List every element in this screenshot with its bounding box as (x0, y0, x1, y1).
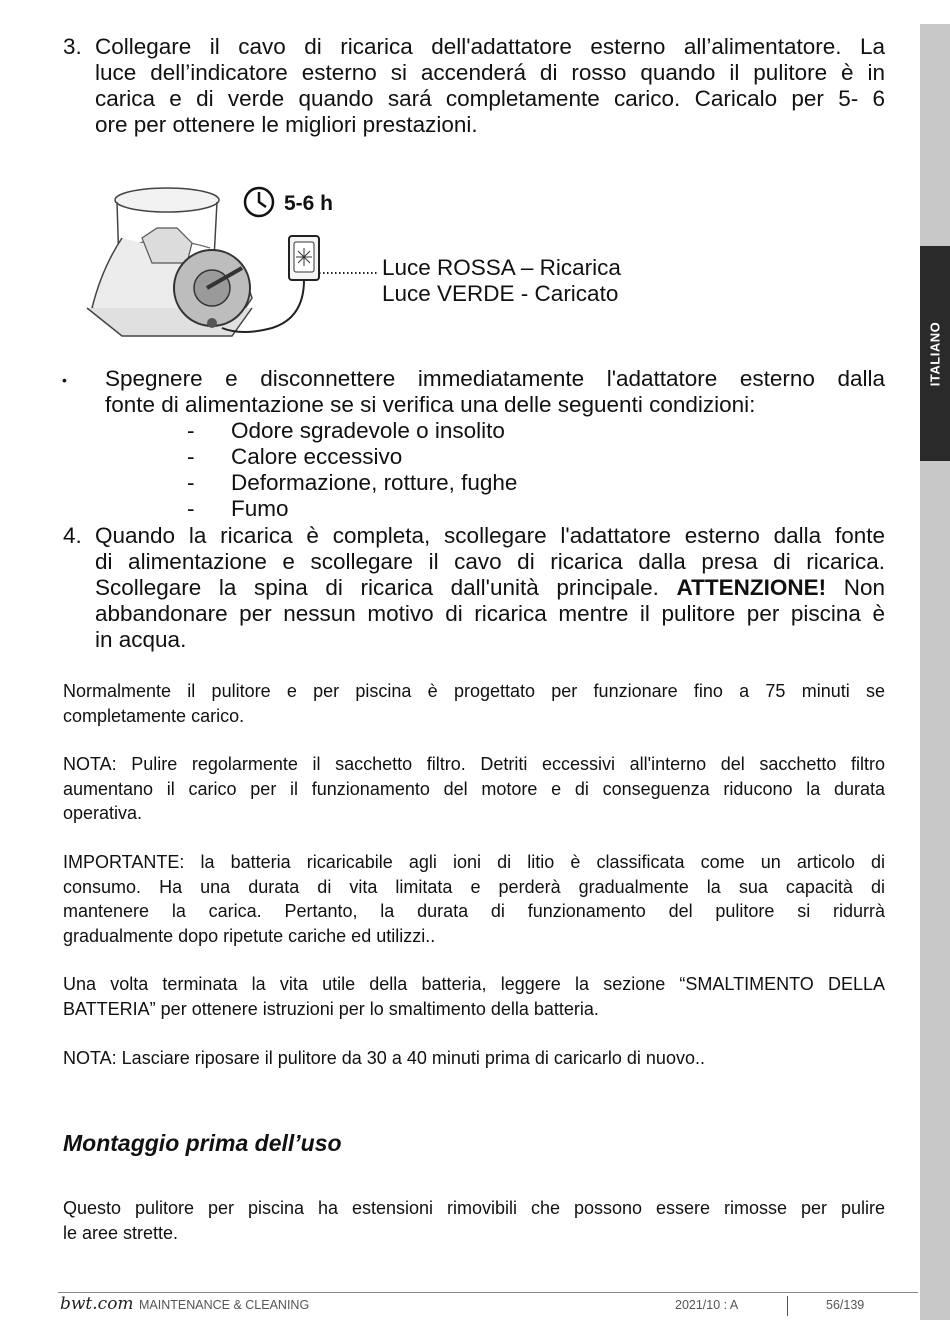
step-3-number: 3. (63, 34, 82, 59)
bullet-line: Spegnere e disconnettere immediatamente l'adattatore esterno dalla (105, 366, 885, 391)
paragraph-line: Questo pulitore per piscina ha estensioni rimovibili che possono essere rimosse per pulire (63, 1198, 885, 1218)
condition-item: Deformazione, rotture, fughe (231, 470, 518, 495)
paragraph-line: IMPORTANTE: la batteria ricaricabile agli ioni di litio è classificata come un articolo di (63, 852, 885, 872)
footer-section-name: MAINTENANCE & CLEANING (139, 1298, 310, 1312)
condition-item: Calore eccessivo (231, 444, 403, 469)
footer-separator (787, 1296, 788, 1316)
language-tab-label: ITALIANO (927, 321, 943, 386)
note-filter-paragraph (63, 752, 885, 826)
step-4-number: 4. (63, 523, 82, 548)
condition-dash: - (187, 418, 195, 443)
page-sidebar-strip (920, 24, 950, 1320)
runtime-paragraph (63, 679, 885, 728)
bullet-symbol: • (62, 372, 67, 388)
paragraph-line: Una volta terminata la vita utile della batteria, leggere la sezione “SMALTIMENTO DELLA (63, 974, 885, 994)
paragraph-line: completamente carico. (63, 705, 245, 726)
footer-revision: 2021/10 : A (675, 1298, 739, 1312)
important-paragraph (63, 850, 885, 948)
paragraph-line: mantenere la carica. Pertanto, la durata di funzionamento del pulitore si ridurrà (63, 901, 885, 921)
footer-page-number: 56/139 (826, 1298, 865, 1312)
condition-dash: - (187, 470, 195, 495)
light-red-label: Luce ROSSA – Ricarica (382, 255, 621, 280)
footer-divider (58, 1292, 918, 1293)
condition-item: Odore sgradevole o insolito (231, 418, 505, 443)
step-3-line: luce dell’indicatore esterno si accenderá di rosso quando il pulitore è in (95, 60, 885, 85)
step-4-line: di alimentazione e scollegare il cavo di ricarica dalla presa di ricarica. (95, 549, 885, 574)
paragraph-line: aumentano il carico per il funzionamento del motore e di conseguenza riducono la durata (63, 778, 885, 799)
brand-logo: bwt.com (60, 1294, 134, 1314)
step-4-line: abbandonare per nessun motivo di ricarica mentre il pulitore per piscina è (95, 601, 885, 626)
step-3-text (95, 34, 885, 138)
step-3-line: Collegare il cavo di ricarica dell'adattatore esterno all’alimentatore. La (95, 34, 885, 59)
light-green-label: Luce VERDE - Caricato (382, 281, 619, 306)
section-heading: Montaggio prima dell’uso (63, 1130, 342, 1156)
pool-cleaner-charging-drawing (82, 178, 378, 348)
step-4-line (95, 575, 885, 601)
charge-time-label: 5-6 h (284, 192, 334, 215)
section-paragraph (63, 1196, 885, 1245)
paragraph-line: gradualmente dopo ripetute cariche ed utilizzi.. (63, 925, 436, 946)
paragraph-line: consumo. Ha una durata di vita limitata e perderà gradualmente la sua capacità di (63, 876, 885, 897)
paragraph-line: NOTA: Pulire regolarmente il sacchetto filtro. Detriti eccessivi all'interno del sacchetto filtro (63, 754, 885, 774)
language-tab (920, 246, 950, 461)
paragraph-line: Normalmente il pulitore e per piscina è progettato per funzionare fino a 75 minuti se (63, 681, 885, 701)
step-3-line: ore per ottenere le migliori prestazioni. (95, 112, 478, 137)
paragraph-line: le aree strette. (63, 1222, 179, 1243)
note-rest-paragraph: NOTA: Lasciare riposare il pulitore da 30 a 40 minuti prima di caricarlo di nuovo.. (63, 1048, 705, 1068)
condition-dash: - (187, 444, 195, 469)
paragraph-line: BATTERIA” per ottenere istruzioni per lo smaltimento della batteria. (63, 998, 599, 1019)
step-4-text-part: Non (843, 575, 885, 600)
clock-icon (245, 188, 273, 216)
step-3-line: carica e di verde quando sará completamente carico. Caricalo per 5- 6 (95, 86, 885, 111)
bullet-line: fonte di alimentazione se si verifica una delle seguenti condizioni: (105, 392, 756, 417)
bullet-text (105, 366, 885, 418)
attention-label: ATTENZIONE! (676, 575, 827, 600)
step-4-line: in acqua. (95, 627, 187, 652)
paragraph-line: operativa. (63, 803, 143, 823)
condition-item: Fumo (231, 496, 289, 521)
step-4-text (95, 523, 885, 653)
step-4-text-part: Scollegare la spina di ricarica dall'unità principale. (95, 575, 659, 600)
condition-dash: - (187, 496, 195, 521)
battery-end-paragraph (63, 972, 885, 1021)
step-4-line: Quando la ricarica è completa, scollegare l'adattatore esterno dalla fonte (95, 523, 885, 548)
charging-illustration (82, 178, 378, 348)
